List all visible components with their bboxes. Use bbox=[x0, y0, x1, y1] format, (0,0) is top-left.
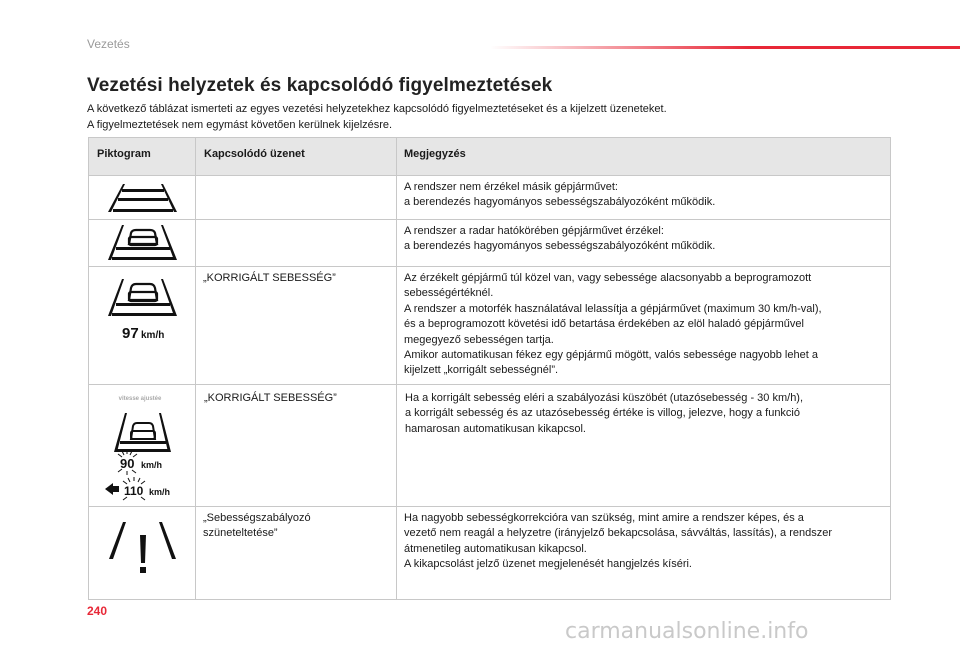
header-note: Megjegyzés bbox=[397, 138, 891, 176]
corrected-speed-flashing-icon bbox=[89, 389, 196, 501]
header-accent-bar bbox=[490, 46, 960, 49]
table-header-row bbox=[89, 138, 891, 176]
table-row bbox=[89, 507, 891, 600]
message-cell bbox=[196, 176, 397, 220]
message-cell: „Sebességszabályozó szüneteltetése” bbox=[196, 507, 397, 600]
table-row bbox=[89, 267, 891, 385]
note-cell: A rendszer nem érzékel másik gépjárművet: a berendezés hagyományos sebességszabályozóként működik. bbox=[397, 176, 891, 220]
svg-text:km/h: km/h bbox=[141, 330, 165, 341]
pictogram-cell bbox=[89, 220, 196, 267]
note-cell: Ha a korrigált sebesség eléri a szabályozási küszöbét (utazósebesség - 30 km/h), a korrigált sebesség és az utazósebesség értéke is villog, jelezve, hogy a funkció hamarosan automatikusan kikapcsol. bbox=[397, 385, 891, 507]
message-cell: „KORRIGÁLT SEBESSÉG” bbox=[196, 267, 397, 385]
pictogram-cell bbox=[89, 507, 196, 600]
pictogram-cell bbox=[89, 385, 196, 507]
pictogram-cell bbox=[89, 176, 196, 220]
note-cell: Ha nagyobb sebességkorrekcióra van szükség, mint amire a rendszer képes, és a vezető nem reagál a helyzetre (irányjelző bekapcsolása, sávváltás, lassítás), a rendszer átmenetileg automatikusan kikapcsol. A kikapcsolást jelző üzenet megjelenését hangjelzés kíséri. bbox=[397, 507, 891, 600]
watermark: carmanualsonline.info bbox=[565, 619, 809, 644]
svg-text:90: 90 bbox=[120, 456, 135, 471]
warnings-table bbox=[88, 137, 891, 600]
svg-text:km/h: km/h bbox=[141, 460, 163, 470]
intro-line: A figyelmeztetések nem egymást követően kerülnek kijelzésre. bbox=[87, 119, 393, 131]
header-pictogram: Piktogram bbox=[89, 138, 196, 176]
empty-lane-icon bbox=[89, 176, 196, 219]
message-cell: „KORRIGÁLT SEBESSÉG” bbox=[196, 385, 397, 507]
page-number: 240 bbox=[87, 604, 108, 618]
svg-text:110: 110 bbox=[124, 484, 144, 498]
pictogram-cell bbox=[89, 267, 196, 385]
header-message: Kapcsolódó üzenet bbox=[196, 138, 397, 176]
table-row bbox=[89, 220, 891, 267]
warning-exclamation-icon bbox=[89, 517, 196, 577]
svg-text:vitesse ajustée: vitesse ajustée bbox=[118, 396, 162, 402]
lane-with-vehicle-icon bbox=[89, 220, 196, 266]
note-cell: A rendszer a radar hatókörében gépjárművet érzékel: a berendezés hagyományos sebességszabályozóként működik. bbox=[397, 220, 891, 267]
table-row bbox=[89, 176, 891, 220]
svg-text:97: 97 bbox=[122, 325, 139, 342]
svg-text:km/h: km/h bbox=[149, 487, 171, 497]
page-title: Vezetési helyzetek és kapcsolódó figyelmeztetések bbox=[87, 75, 553, 96]
intro-line: A következő táblázat ismerteti az egyes vezetési helyzetekhez kapcsolódó figyelmeztetéseket és a kijelzett üzeneteket. bbox=[87, 103, 667, 115]
section-label: Vezetés bbox=[87, 37, 130, 51]
note-cell: Az érzékelt gépjármű túl közel van, vagy sebessége alacsonyabb a beprogramozott sebességértéknél. A rendszer a motorfék használatával lelassítja a gépjárművet (maximum 30 km/h-val), és a beprogramozott követési idő betartása érdekében az elöl haladó gépjárművel megegyező sebességen tartja. Amikor automatikusan fékez egy gépjármű mögött, valós sebessége nagyobb lehet a kijelzett „korrigált sebességnél”. bbox=[397, 267, 891, 385]
message-cell bbox=[196, 220, 397, 267]
vehicle-corrected-speed-icon bbox=[89, 273, 196, 343]
intro-text bbox=[87, 101, 667, 133]
table-row bbox=[89, 385, 891, 507]
